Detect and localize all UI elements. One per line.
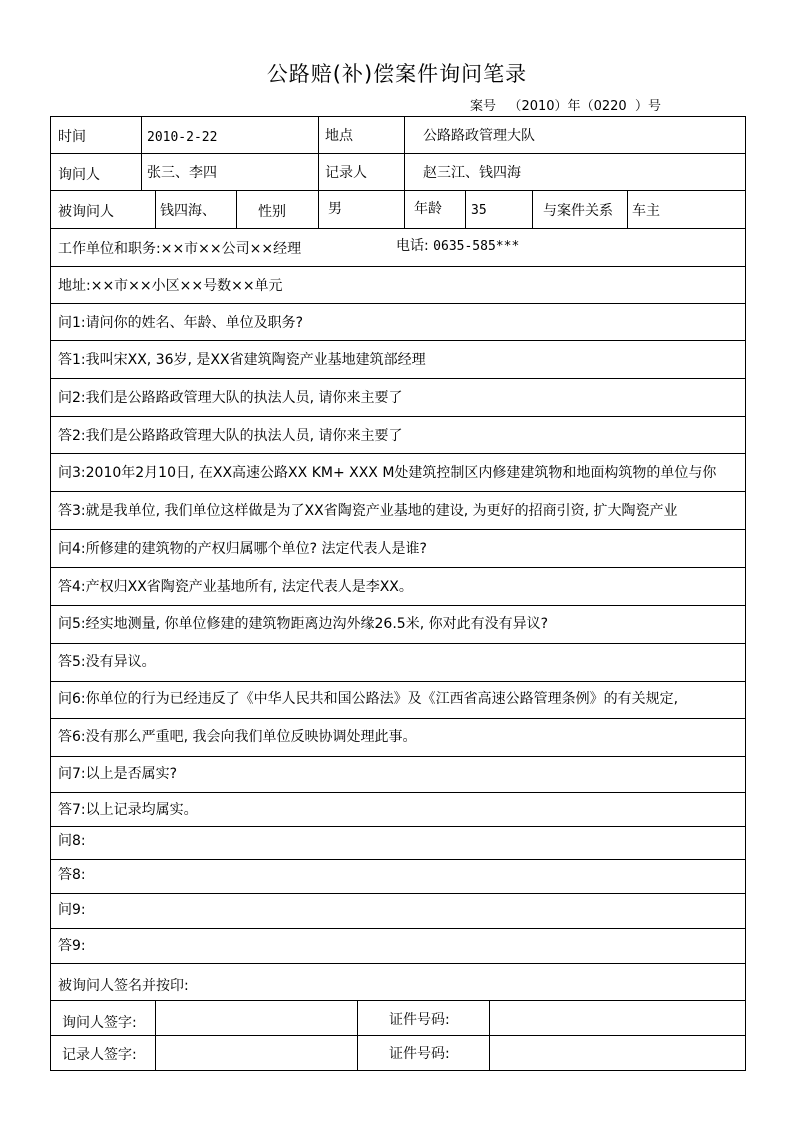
divider [318,153,319,190]
qa-row [58,653,742,671]
qa-row [58,578,742,596]
gender-label: 性别 [258,204,286,220]
relation-label: 与案件关系 [543,203,613,219]
subject-value[interactable]: 钱四海、 [160,203,216,219]
qa-label: 答8: [58,867,86,883]
qa-row [58,765,742,783]
qa-row [58,502,742,520]
recorder-label: 记录人 [325,165,367,181]
row-divider [50,681,746,682]
qa-label: 问4: [58,541,86,557]
gender-value[interactable]: 男 [328,201,342,217]
qa-row [58,464,742,482]
age-value[interactable]: 35 [471,203,487,218]
qa-label: 答5: [58,654,86,670]
case-label: 案号 [470,99,497,114]
recorder-signature-field[interactable] [156,1036,356,1070]
qa-text[interactable]: 没有那么严重吧, 我会向我们单位反映协调处理此事。 [85,729,417,745]
relation-value[interactable]: 车主 [632,203,660,219]
asker-id-field[interactable] [490,1001,745,1035]
case-nian: 年 [567,99,581,114]
qa-label: 答2: [58,428,86,444]
recorder-id-label: 证件号码: [389,1046,450,1062]
work-value[interactable]: ××市××公司××经理 [160,241,302,257]
qa-text[interactable]: 产权归XX省陶瓷产业基地所有, 法定代表人是李XX。 [85,579,413,595]
row-divider [50,153,746,154]
place-label: 地点 [325,128,353,144]
row-divider [50,228,746,229]
recorder-value[interactable]: 赵三江、钱四海 [423,165,521,181]
qa-label: 问1: [58,315,86,331]
qa-text[interactable]: 以上记录均属实。 [85,802,198,818]
qa-label: 答1: [58,352,86,368]
recorder-id-field[interactable] [490,1036,745,1070]
qa-text[interactable]: 我们是公路路政管理大队的执法人员, 请你来主要了 [85,428,403,444]
row-divider [50,453,746,454]
row-divider [50,567,746,568]
asker-label: 询问人 [58,167,100,183]
row-divider [50,491,746,492]
place-value[interactable]: 公路路政管理大队 [423,128,535,144]
divider [318,190,319,228]
qa-row [58,801,742,819]
row-divider [50,963,746,964]
qa-label: 问9: [58,902,86,918]
divider [141,116,142,153]
qa-text[interactable]: 经实地测量, 你单位修建的建筑物距离边沟外缘26.5米, 你对此有没有异议? [85,616,549,632]
qa-row [58,615,742,633]
address-row [58,277,283,295]
divider [532,190,533,228]
subject-sign-label: 被询问人签名并按印: [58,978,189,994]
qa-label: 问5: [58,616,86,632]
divider [318,116,319,153]
case-close-paren-1: ） [554,99,568,114]
qa-text[interactable]: 没有异议。 [85,654,156,670]
row-divider [50,378,746,379]
row-divider [50,605,746,606]
qa-row [58,540,742,558]
case-close-paren-2: ） [634,99,648,114]
asker-signature-field[interactable] [156,1001,356,1035]
divider [404,190,405,228]
qa-row [58,937,742,955]
qa-text[interactable]: 就是我单位, 我们单位这样做是为了XX省陶瓷产业基地的建设, 为更好的招商引资, 扩大陶瓷产业 [85,503,678,519]
row-divider [50,529,746,530]
case-year[interactable]: 2010 [521,99,555,114]
qa-label: 问3: [58,465,86,481]
row-divider [50,303,746,304]
row-divider [50,928,746,929]
divider [404,153,405,190]
qa-label: 答4: [58,579,86,595]
qa-label: 问7: [58,766,86,782]
qa-row [58,314,742,332]
asker-sign-label: 询问人签字: [62,1015,137,1031]
time-label: 时间 [58,129,86,145]
qa-row [58,901,742,919]
subject-label: 被询问人 [58,204,114,220]
divider [236,190,237,228]
divider [404,116,405,153]
qa-label: 问2: [58,390,86,406]
phone-value[interactable]: 0635-585*** [433,239,520,254]
qa-text[interactable]: 我们是公路路政管理大队的执法人员, 请你来主要了 [85,390,403,406]
row-divider [50,756,746,757]
row-divider [50,826,746,827]
time-value[interactable]: 2010-2-22 [147,130,218,145]
divider [141,153,142,190]
divider [627,190,628,228]
divider [155,190,156,228]
case-sequence[interactable]: 0220 [593,99,627,114]
phone-label: 电话: [396,238,429,254]
address-value[interactable]: ××市××小区××号数××单元 [90,278,283,294]
document-title: 公路赔(补)偿案件询问笔录 [266,62,528,86]
qa-text[interactable]: 你单位的行为已经违反了《中华人民共和国公路法》及《江西省高速公路管理条例》的有关规定, [85,691,679,707]
row-divider [50,792,746,793]
qa-row [58,351,742,369]
qa-text[interactable]: 我叫宋XX, 36岁, 是XX省建筑陶瓷产业基地建筑部经理 [85,352,426,368]
row-divider [50,643,746,644]
row-divider [50,416,746,417]
qa-row [58,389,742,407]
case-open-paren-1: （ [508,99,522,114]
qa-row [58,690,742,708]
work-row [58,240,301,258]
qa-label: 答9: [58,938,86,954]
divider [357,1000,358,1071]
qa-label: 问6: [58,691,86,707]
qa-label: 答3: [58,503,86,519]
age-label: 年龄 [414,201,442,217]
row-divider [50,718,746,719]
case-number [470,95,661,114]
row-divider [50,266,746,267]
qa-row [58,427,742,445]
case-open-paren-2: （ [580,99,594,114]
work-label: 工作单位和职务: [58,241,161,257]
qa-row [58,866,742,884]
qa-text[interactable]: 所修建的建筑物的产权归属哪个单位? 法定代表人是谁? [85,541,427,557]
row-divider [50,340,746,341]
divider [465,190,466,228]
qa-row [58,832,742,850]
qa-label: 问8: [58,833,86,849]
qa-text[interactable]: 以上是否属实? [85,766,178,782]
qa-row [58,728,742,746]
qa-text[interactable]: 请问你的姓名、年龄、单位及职务? [85,315,304,331]
phone-row [396,237,519,256]
qa-label: 答7: [58,802,86,818]
row-divider [50,859,746,860]
row-divider [50,893,746,894]
qa-text[interactable]: 2010年2月10日, 在XX高速公路XX KM+ XXX M处建筑控制区内修建建筑物和地面构筑物的单位与你 [85,465,717,481]
address-label: 地址: [58,278,91,294]
asker-id-label: 证件号码: [389,1012,450,1028]
case-hao: 号 [647,99,661,114]
qa-label: 答6: [58,729,86,745]
asker-value[interactable]: 张三、李四 [147,165,217,181]
recorder-sign-label: 记录人签字: [62,1047,137,1063]
